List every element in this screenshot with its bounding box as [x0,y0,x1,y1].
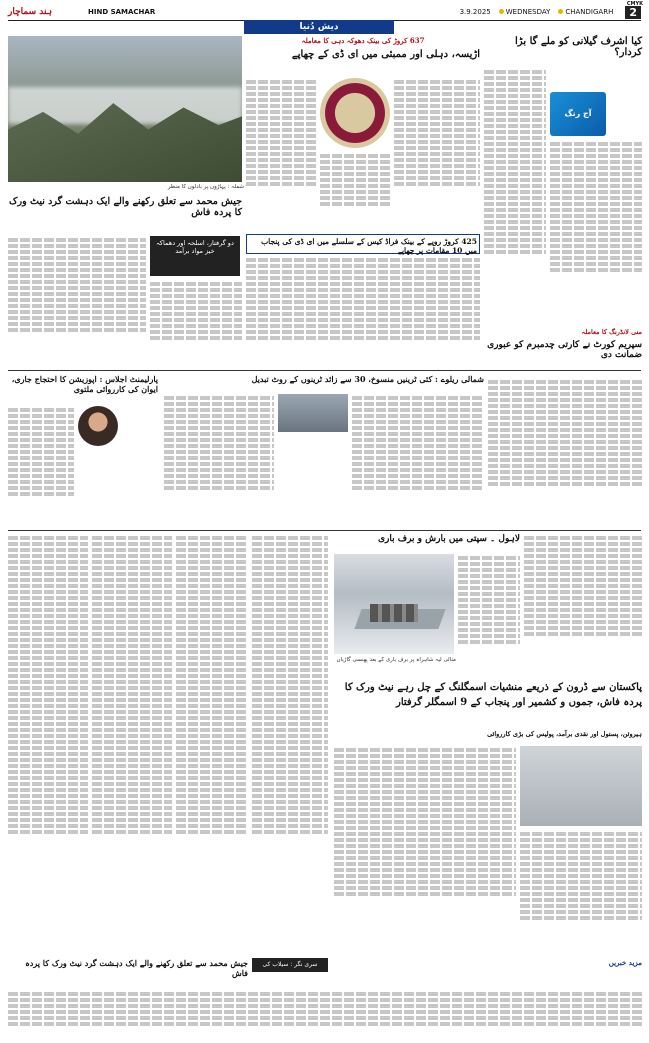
divider-line [8,530,641,531]
stranded-vehicles [370,604,418,622]
right-lower-body [524,534,642,674]
court-body [488,378,642,524]
divider-line [8,370,641,371]
top-story-body-mid [320,152,390,228]
drone-headline: پاکستان سے ڈرون کے ذریعے منشیات اسمگلنگ کے چل رہے نیٹ ورک کا پردہ فاش، جموں و کشمیر اور پنجاب کے 9 اسمگلر گرفتار [344,682,642,708]
header-meta [460,6,641,19]
top-story-headline: اڑیسہ، دہلی اور ممبئی میں ای ڈی کے چھاپے [291,49,480,60]
photo-caption: شملہ : پہاڑوں پر بادلوں کا منظر [167,184,244,190]
enforcement-directorate-logo [320,78,390,148]
ed-sub-body [246,256,480,368]
court-kicker: منی لانڈرنگ کا معاملہ [581,328,642,336]
parliament-headline: پارلیمنٹ اجلاس : اپوزیشن کا احتجاج جاری، ایوان کی کارروائی ملتوی [11,374,158,394]
drone-body [334,746,516,954]
mid-left-headline: جیش محمد سے تعلق رکھنے والے ایک دہشت گرد نیٹ ورک کا پردہ فاش [25,958,248,978]
aaj-rang-badge: آج رنگ [550,92,606,136]
ed-sub-headline: 425 کروڑ روپے کے بینک فراڈ کیس کے سلسلے میں ای ڈی کی پنجاب میں 10 مقامات پر چھاپے [246,234,480,254]
rail-body-1 [164,394,274,524]
jaish-headline: جیش محمد سے تعلق رکھنے والے ایک دہشت گرد نیٹ ورک کا پردہ فاش [9,196,242,218]
rail-headline: شمالی ریلوے : کئی ٹرینیں منسوخ، 30 سے زائد ٹرینوں کے روٹ تبدیل [251,374,484,384]
mid-right-box: سری نگر : سیلاب کی صورتحال [252,958,328,972]
lower-col-1 [8,534,88,954]
page-header [8,4,641,21]
jaish-body-2 [150,280,242,368]
date-label: 3.9.2025 [459,8,491,16]
lower-col-3 [176,534,248,954]
masthead-logo: ہند سماچار [8,7,52,17]
page-number: 2 [625,6,641,19]
weekday-label: WEDNESDAY [499,8,551,16]
snow-headline: لاہول ۔ سپتی میں بارش و برف باری [377,534,520,544]
more-news-label: مزید خبریں [608,958,642,967]
city-label: CHANDIGARH [558,8,613,16]
top-story-body-right [394,78,480,228]
snow-caption: منالی لیہ شاہراہ پر برف باری کے بعد پھنسی گاڑیاں [336,657,456,663]
rail-photo [278,394,348,432]
seized-items-photo [520,746,642,826]
right-top-headline: کیا اشرف گیلانی کو ملے گا بڑا کردار؟ [515,36,642,58]
publication-name: HIND SAMACHAR [88,8,156,16]
parliament-body [8,406,74,526]
author-portrait [78,406,118,446]
top-story-kicker: 637 کروڑ کی بینک دھوکہ دہی کا معاملہ [301,36,425,45]
top-story-body-left [246,78,316,228]
snow-body [458,554,520,674]
section-band: دیش دُنیا [244,20,394,34]
bullet-icon [499,9,504,14]
court-headline: سپریم کورٹ نے کارتی چدمبرم کو عبوری ضمانت دی [487,340,642,360]
drone-subhead: ہیروئن، پستول اور نقدی برآمد، پولیس کی بڑی کارروائی [487,730,642,738]
lower-col-4 [252,534,328,954]
bullet-icon [558,9,563,14]
rail-body-2 [352,394,484,524]
mountain-photo [8,36,242,182]
jaish-body [8,236,146,368]
drone-body-2 [520,830,642,954]
cmyk-mark: CMYK [626,1,643,7]
bottom-body [8,990,642,1038]
right-top-body-1 [484,68,546,324]
lower-col-2 [92,534,172,954]
right-top-body-2 [550,140,642,324]
jaish-highlight-box: دو گرفتار، اسلحہ اور دھماکہ خیز مواد برآمد [150,236,240,276]
snow-photo [334,554,454,654]
